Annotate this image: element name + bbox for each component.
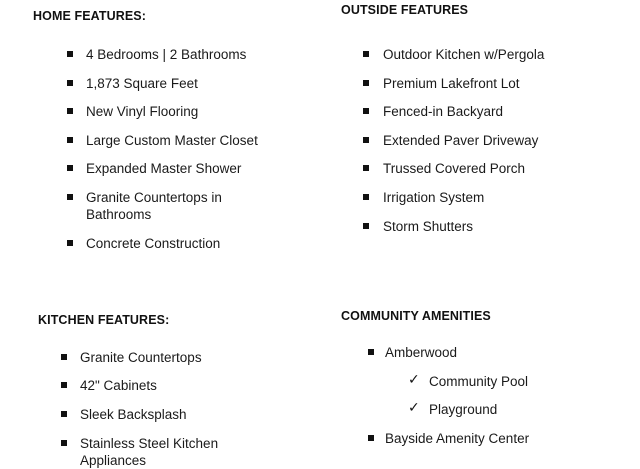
amenity-subitem: Community Pool xyxy=(429,374,529,389)
bullet-icon xyxy=(61,411,67,417)
home-feature-item: Expanded Master Shower xyxy=(86,161,242,176)
bullet-icon xyxy=(61,354,67,360)
bullet-icon xyxy=(363,51,369,57)
outside-feature-item: Fenced-in Backyard xyxy=(383,104,504,119)
bullet-icon xyxy=(67,194,73,200)
bullet-icon xyxy=(67,51,73,57)
outside-feature-item: Outdoor Kitchen w/Pergola xyxy=(383,47,545,62)
home-feature-item: Concrete Construction xyxy=(86,236,221,251)
amenity-group-bayside: Bayside Amenity Center xyxy=(385,431,530,446)
bullet-icon xyxy=(368,349,374,355)
bullet-icon xyxy=(61,440,67,446)
outside-features-heading: OUTSIDE FEATURES xyxy=(341,3,469,17)
outside-feature-item: Storm Shutters xyxy=(383,219,474,234)
bullet-icon xyxy=(67,165,73,171)
home-feature-item: 1,873 Square Feet xyxy=(86,76,198,91)
bullet-icon xyxy=(368,435,374,441)
bullet-icon xyxy=(363,223,369,229)
community-amenities-heading: COMMUNITY AMENITIES xyxy=(341,309,491,323)
bullet-icon xyxy=(67,80,73,86)
outside-feature-item: Extended Paver Driveway xyxy=(383,133,539,148)
home-feature-item: Granite Countertops in Bathrooms xyxy=(86,190,222,222)
home-feature-item: 4 Bedrooms | 2 Bathrooms xyxy=(86,47,247,62)
kitchen-feature-item: Sleek Backsplash xyxy=(80,407,187,422)
bullet-icon xyxy=(363,137,369,143)
bullet-icon xyxy=(363,194,369,200)
bullet-icon xyxy=(67,137,73,143)
home-feature-item: Large Custom Master Closet xyxy=(86,133,258,148)
kitchen-feature-item: Stainless Steel Kitchen Appliances xyxy=(80,436,219,468)
bullet-icon xyxy=(67,240,73,246)
outside-feature-item: Premium Lakefront Lot xyxy=(383,76,520,91)
bullet-icon xyxy=(363,80,369,86)
checkmark-icon: ✓ xyxy=(408,372,420,388)
outside-feature-item: Irrigation System xyxy=(383,190,485,205)
amenity-subitem: Playground xyxy=(429,402,498,417)
kitchen-feature-item: 42" Cabinets xyxy=(80,378,157,393)
outside-feature-item: Trussed Covered Porch xyxy=(383,161,526,176)
bullet-icon xyxy=(363,165,369,171)
bullet-icon xyxy=(67,108,73,114)
home-features-heading: HOME FEATURES: xyxy=(33,9,146,23)
kitchen-feature-item: Granite Countertops xyxy=(80,350,202,365)
bullet-icon xyxy=(61,382,67,388)
home-feature-item: New Vinyl Flooring xyxy=(86,104,199,119)
bullet-icon xyxy=(363,108,369,114)
checkmark-icon: ✓ xyxy=(408,400,420,416)
amenity-group-amberwood: Amberwood xyxy=(385,345,458,360)
kitchen-features-heading: KITCHEN FEATURES: xyxy=(38,313,170,327)
